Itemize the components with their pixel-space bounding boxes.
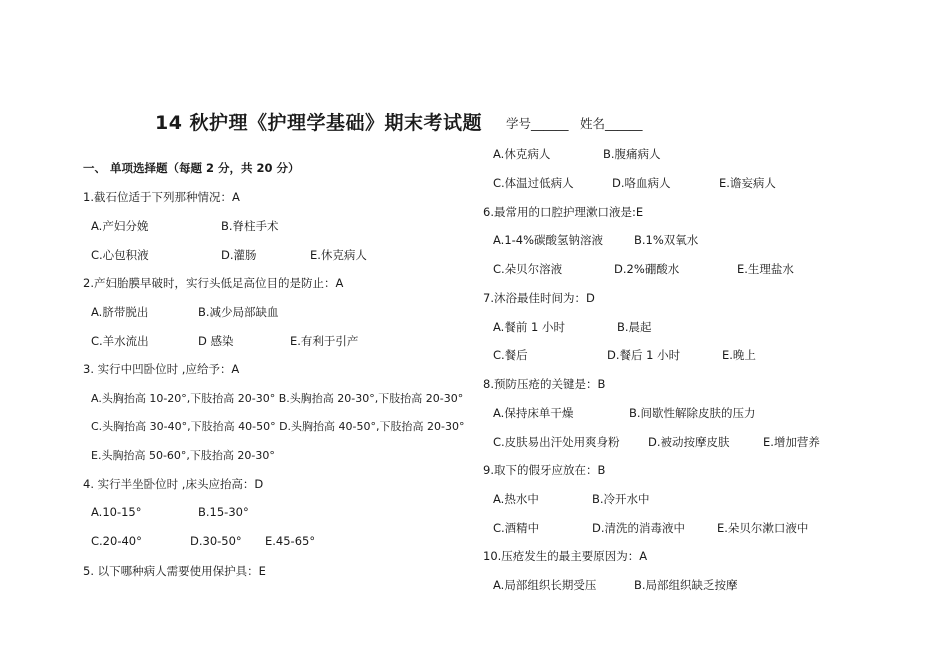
- q3-options-ab: A.头胸抬高 10-20°,下肢抬高 20-30° B.头胸抬高 20-30°,下肢抬高 20-30°: [91, 392, 464, 405]
- q9-option-c: C.酒精中: [493, 521, 540, 535]
- q2-option-d: D 感染: [198, 334, 234, 348]
- question-5: 5. 以下哪种病人需要使用保护具：E: [83, 564, 266, 578]
- q4-option-c: C.20-40°: [91, 534, 142, 548]
- q6-option-a: A.1-4%碳酸氢钠溶液: [493, 233, 604, 247]
- q5-option-b: B.腹痛病人: [603, 147, 661, 161]
- q7-option-d: D.餐后 1 小时: [607, 348, 681, 362]
- q1-option-b: B.脊柱手术: [221, 219, 279, 233]
- q1-option-e: E.休克病人: [310, 248, 367, 262]
- q2-option-b: B.减少局部缺血: [198, 305, 279, 319]
- q3-options-cd: C.头胸抬高 30-40°,下肢抬高 40-50° D.头胸抬高 40-50°,下肢抬高 20-30°: [91, 420, 465, 433]
- question-8: 8.预防压疮的关键是：B: [483, 377, 606, 391]
- q8-option-d: D.被动按摩皮肤: [648, 435, 730, 449]
- q8-option-e: E.增加营养: [763, 435, 820, 449]
- q2-option-c: C.羊水流出: [91, 334, 149, 348]
- q6-option-c: C.朵贝尔溶液: [493, 262, 563, 276]
- question-9: 9.取下的假牙应放在：B: [483, 463, 606, 477]
- q3-option-e: E.头胸抬高 50-60°,下肢抬高 20-30°: [91, 449, 275, 462]
- q7-option-a: A.餐前 1 小时: [493, 320, 565, 334]
- q5-option-a: A.休克病人: [493, 147, 551, 161]
- q6-option-d: D.2%硼酸水: [614, 262, 680, 276]
- q5-option-d: D.咯血病人: [612, 176, 671, 190]
- student-id-label: 学号______: [506, 116, 569, 131]
- q10-option-b: B.局部组织缺乏按摩: [634, 578, 738, 592]
- q8-option-a: A.保持床单干燥: [493, 406, 574, 420]
- q4-option-d: D.30-50°: [190, 534, 242, 548]
- q5-option-e: E.谵妄病人: [719, 176, 776, 190]
- q4-option-a: A.10-15°: [91, 505, 142, 519]
- q5-option-c: C.体温过低病人: [493, 176, 574, 190]
- question-2: 2.产妇胎膜早破时，实行头低足高位目的是防止：A: [83, 276, 344, 290]
- q9-option-d: D.清洗的消毒液中: [592, 521, 686, 535]
- q1-option-a: A.产妇分娩: [91, 219, 149, 233]
- question-1: 1.截石位适于下列那种情况：A: [83, 190, 240, 204]
- question-3: 3. 实行中凹卧位时 ,应给予：A: [83, 362, 240, 376]
- q2-option-a: A.脐带脱出: [91, 305, 149, 319]
- q2-option-e: E.有利于引产: [290, 334, 359, 348]
- question-7: 7.沐浴最佳时间为：D: [483, 291, 595, 305]
- q4-option-b: B.15-30°: [198, 505, 249, 519]
- q6-option-b: B.1%双氧水: [634, 233, 699, 247]
- section-heading: 一、 单项选择题（每题 2 分，共 20 分）: [83, 161, 300, 175]
- q1-option-d: D.灌肠: [221, 248, 257, 262]
- q10-option-a: A.局部组织长期受压: [493, 578, 597, 592]
- q6-option-e: E.生理盐水: [737, 262, 794, 276]
- q7-option-e: E.晚上: [722, 348, 756, 362]
- question-6: 6.最常用的口腔护理漱口液是:E: [483, 205, 644, 219]
- document-title: 14 秋护理《护理学基础》期末考试题: [155, 112, 483, 134]
- name-label: 姓名______: [580, 116, 643, 131]
- q8-option-b: B.间歇性解除皮肤的压力: [629, 406, 756, 420]
- q7-option-b: B.晨起: [617, 320, 652, 334]
- q9-option-a: A.热水中: [493, 492, 539, 506]
- q8-option-c: C.皮肤易出汗处用爽身粉: [493, 435, 620, 449]
- q9-option-e: E.朵贝尔漱口液中: [717, 521, 809, 535]
- q9-option-b: B.冷开水中: [592, 492, 650, 506]
- q7-option-c: C.餐后: [493, 348, 528, 362]
- question-10: 10.压疮发生的最主要原因为：A: [483, 549, 648, 563]
- q1-option-c: C.心包积液: [91, 248, 149, 262]
- q4-option-e: E.45-65°: [265, 534, 316, 548]
- question-4: 4. 实行半坐卧位时 ,床头应抬高：D: [83, 477, 264, 491]
